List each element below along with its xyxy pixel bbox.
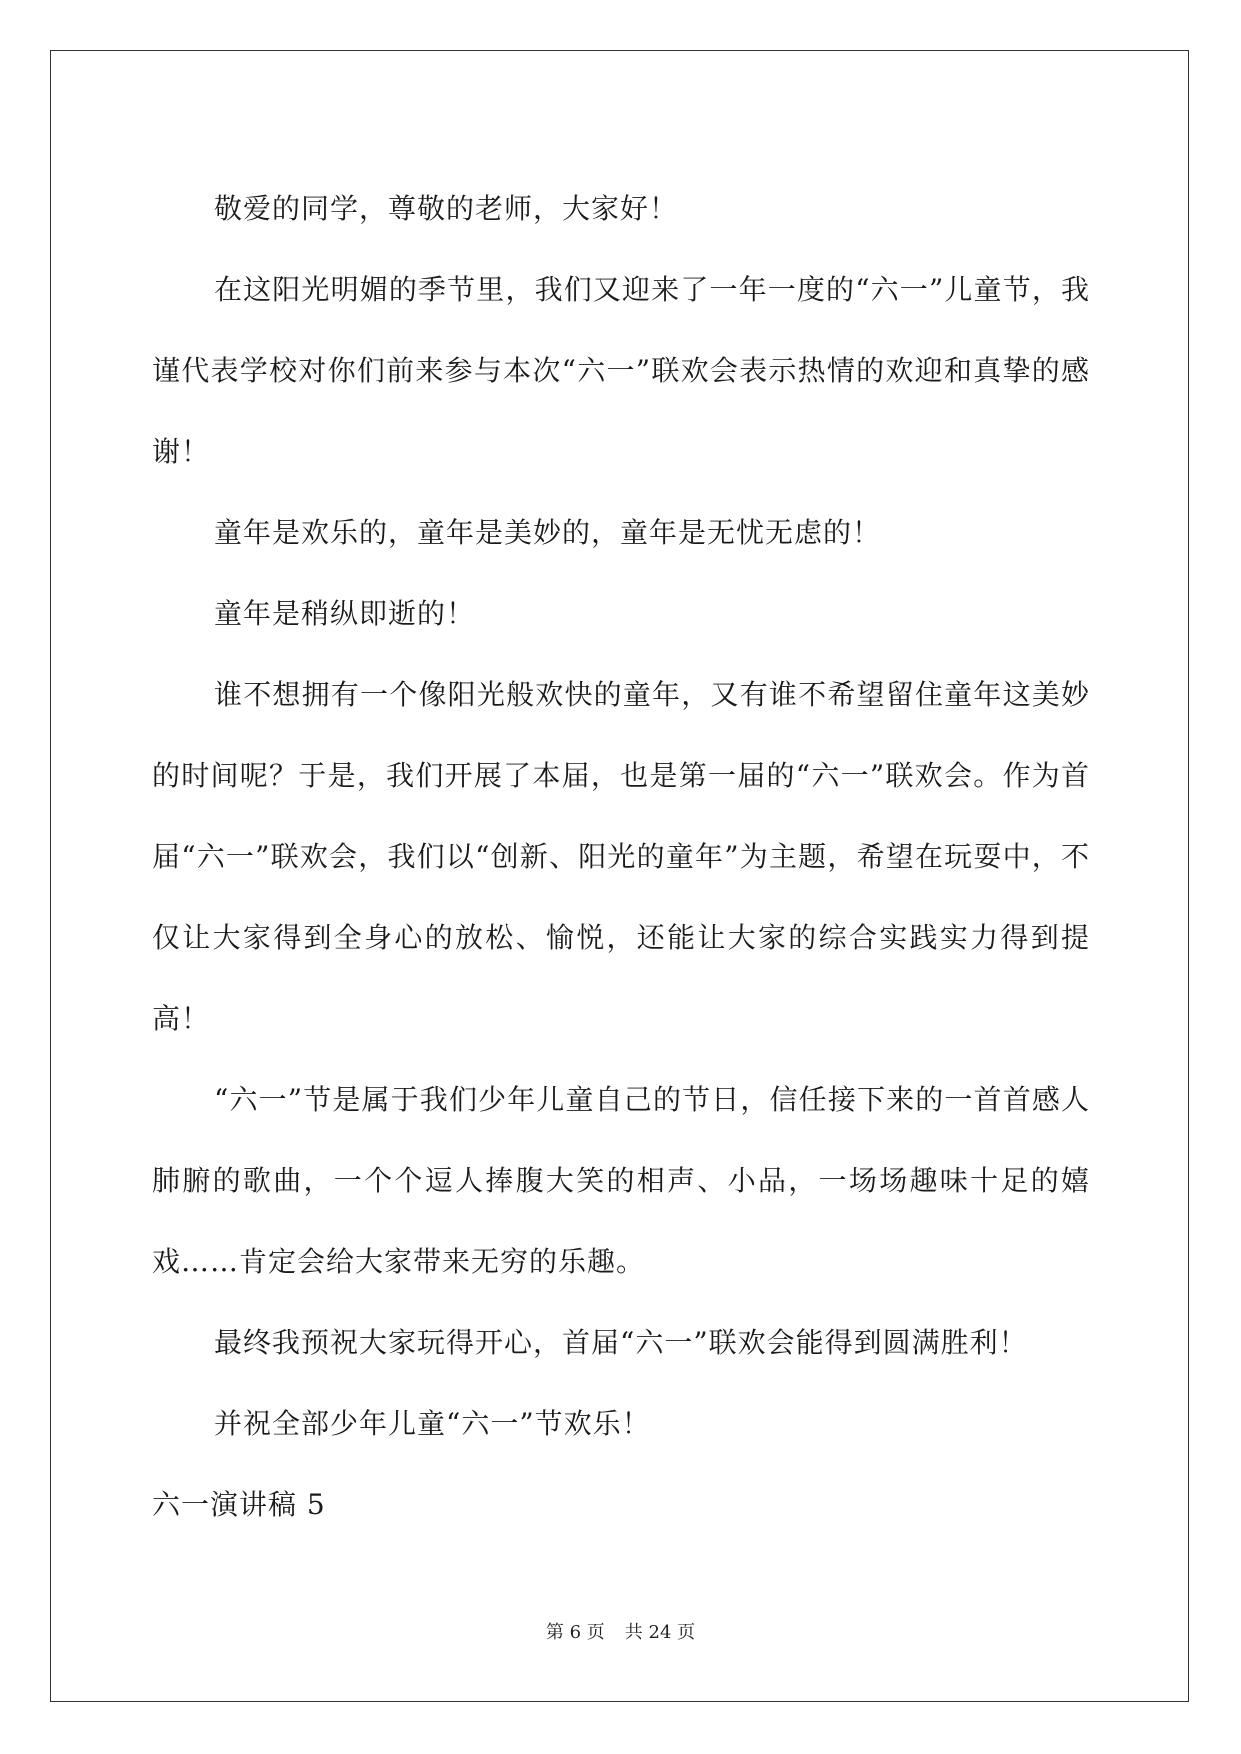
page-number: 第 6 页 <box>545 1622 605 1643</box>
page-total: 共 24 页 <box>624 1622 696 1643</box>
paragraph: 并祝全部少年儿童“六一”节欢乐！ <box>214 1407 651 1440</box>
paragraph: 谁不想拥有一个像阳光般欢快的童年，又有谁不希望留住童年这美妙的时间呢？于是，我们开展了本届，也是第一届的“六一”联欢会。作为首届“六一”联欢会，我们以“创新、阳光的童年”为主题，希望在玩耍中，不仅让大家得到全身心的放松、愉悦，还能让大家的综合实践实力得到提高！ <box>152 678 1090 1035</box>
section-heading: 六一演讲稿 5 <box>152 1488 326 1521</box>
paragraph: “六一”节是属于我们少年儿童自己的节日，信任接下来的一首首感人肺腑的歌曲，一个个逗人捧腹大笑的相声、小品，一场场趣味十足的嬉戏……肯定会给大家带来无穷的乐趣。 <box>152 1083 1090 1278</box>
document-body <box>152 168 1090 1545</box>
paragraph: 童年是欢乐的，童年是美妙的，童年是无忧无虑的！ <box>214 516 882 549</box>
paragraph-greeting: 敬爱的同学，尊敬的老师，大家好！ <box>214 192 679 225</box>
paragraph: 在这阳光明媚的季节里，我们又迎来了一年一度的“六一”儿童节，我谨代表学校对你们前来参与本次“六一”联欢会表示热情的欢迎和真挚的感谢！ <box>152 273 1090 468</box>
page-footer <box>0 1618 1241 1644</box>
paragraph: 童年是稍纵即逝的！ <box>214 597 476 630</box>
paragraph: 最终我预祝大家玩得开心，首届“六一”联欢会能得到圆满胜利！ <box>214 1326 1028 1359</box>
